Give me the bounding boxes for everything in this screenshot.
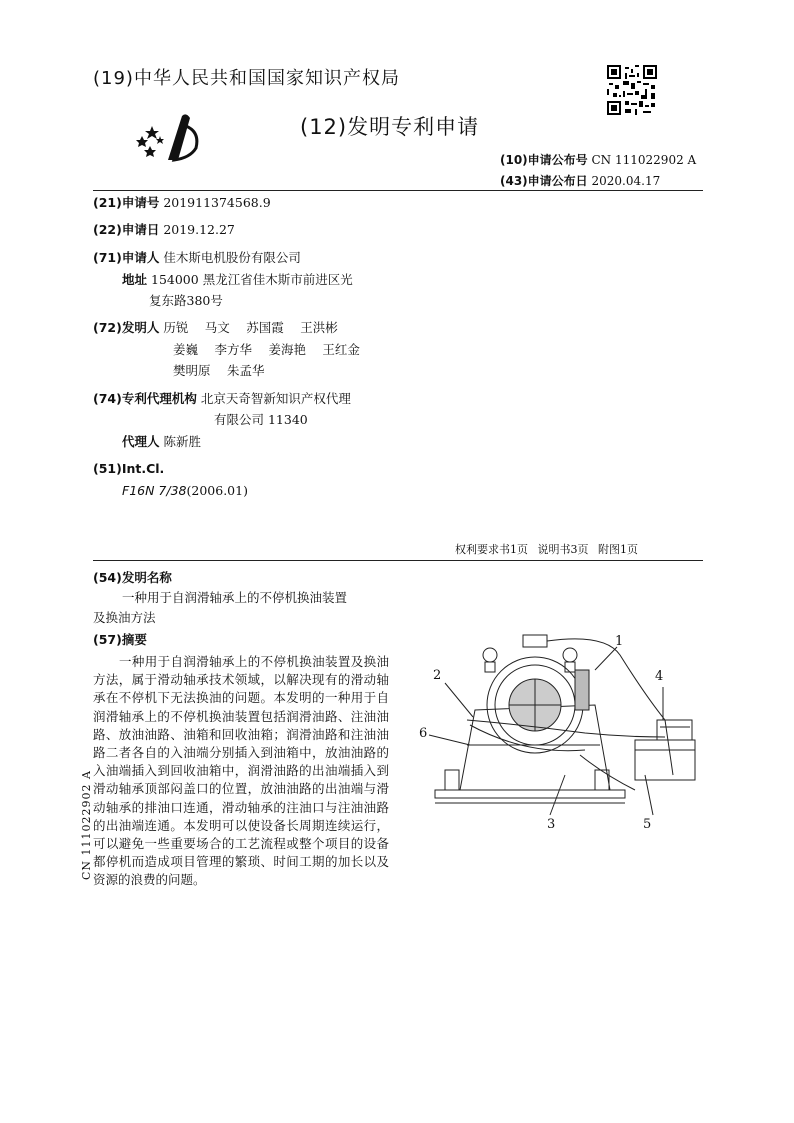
abstract-label xyxy=(93,630,147,650)
inventors xyxy=(93,318,338,338)
ipc-label xyxy=(93,459,164,479)
application-date-value: 2019.12.27 xyxy=(163,222,235,237)
figure-label-4: 4 xyxy=(655,669,664,684)
patent-agency xyxy=(93,389,351,409)
publication-date-value: 2020.04.17 xyxy=(591,174,661,188)
inventors-label: (72)发明人 xyxy=(93,320,160,335)
inventors-line-1: 历锐 马文 苏国霞 王洪彬 xyxy=(163,320,338,335)
agent-label: 代理人 xyxy=(122,434,160,449)
invention-title-line-2: 及换油方法 xyxy=(93,610,156,625)
publication-date-label: (43)申请公布日 xyxy=(500,174,588,188)
document-type: (12)发明专利申请 xyxy=(300,115,480,139)
abstract-text: 一种用于自润滑轴承上的不停机换油装置及换油方法，属于滑动轴承技术领域，以解决现有的滑动轴承在不停机下无法换油的问题。本发明的一种用于自润滑轴承上的不停机换油装置包括润滑油路、注油油路、放油油路、油箱和回收油箱；润滑油路和注油油路二者各自的入油端分别插入到油箱中，放油油路的入油端插入到回收油箱中，润滑油路的出油端插入到滑动轴承顶部闷盖口的位置，放油油路的出油端与滑动轴承的排油口连通，滑动轴承的注油口与注油油路的出油端连通。本发明可以使设备长周期连续运行，可以避免一些重要场合的工艺流程或整个项目的设备都停机而造成项目管理的繁琐、时间工期的加长以及资源的浪费的问题。 xyxy=(93,654,389,888)
publication-number-label: (10)申请公布号 xyxy=(500,153,588,167)
side-publication-number: CN 111022902 A xyxy=(80,770,93,880)
patent-agency-label: (74)专利代理机构 xyxy=(93,391,197,406)
figure-label-3: 3 xyxy=(547,817,556,832)
figure-label-5: 5 xyxy=(643,817,652,832)
address-line-2: 复东路380号 xyxy=(149,293,223,308)
application-number xyxy=(93,193,271,213)
application-date xyxy=(93,220,235,240)
office-name: (19)中华人民共和国国家知识产权局 xyxy=(93,68,400,89)
bearing-oil-change-figure xyxy=(405,625,705,850)
application-date-label: (22)申请日 xyxy=(93,222,160,237)
ipc-classification xyxy=(122,481,248,501)
invention-title-line-1: 一种用于自润滑轴承上的不停机换油装置 xyxy=(122,590,348,605)
publication-date xyxy=(500,172,660,189)
figure-label-2: 2 xyxy=(433,668,442,683)
title-label xyxy=(93,568,172,588)
ipc-label-text: (51)Int.Cl. xyxy=(93,461,165,476)
page-count-info: 权利要求书1页 说明书3页 附图1页 xyxy=(455,543,638,556)
pages-divider xyxy=(93,560,703,561)
address-line-1: 154000 黑龙江省佳木斯市前进区光 xyxy=(151,272,353,287)
title-label-text: (54)发明名称 xyxy=(93,570,172,585)
qr-code-icon xyxy=(607,65,657,115)
publication-number xyxy=(500,151,696,168)
abstract-label-text: (57)摘要 xyxy=(93,632,147,647)
patent-agency-line-1: 北京天奇智新知识产权代理 xyxy=(200,391,351,406)
address xyxy=(122,270,353,290)
header-divider xyxy=(93,190,703,191)
application-number-value: 201911374568.9 xyxy=(163,195,271,210)
applicant-value: 佳木斯电机股份有限公司 xyxy=(163,250,301,265)
patent-agency-line-2: 有限公司 11340 xyxy=(214,412,308,427)
inventors-line-2: 姜巍 李方华 姜海艳 王红金 xyxy=(173,342,360,357)
figure-label-1: 1 xyxy=(615,634,624,649)
ipc-version: (2006.01) xyxy=(186,483,248,498)
publication-number-value: CN 111022902 A xyxy=(591,153,697,167)
agent-value: 陈新胜 xyxy=(163,434,202,449)
applicant-label: (71)申请人 xyxy=(93,250,160,265)
inventors-line-3: 樊明原 朱孟华 xyxy=(173,363,265,378)
application-number-label: (21)申请号 xyxy=(93,195,160,210)
figure-label-6: 6 xyxy=(419,726,428,741)
ipc-code: F16N 7/38 xyxy=(122,483,187,498)
cnipa-logo-icon xyxy=(130,108,210,168)
agent xyxy=(122,432,201,452)
address-label: 地址 xyxy=(122,272,148,287)
applicant xyxy=(93,248,301,268)
